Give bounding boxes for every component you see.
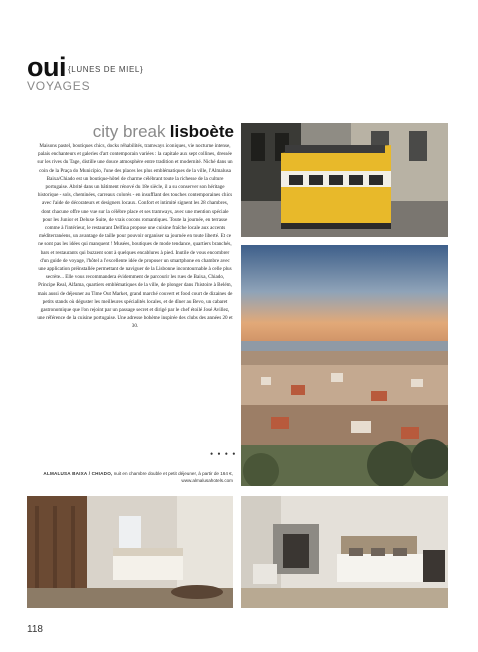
article-body: Maisons pastel, boutiques chics, docks réhabilités, tramways iconiques, vie nocturne intense, palais enchanteurs et galeries d'art contemporain variées : la capitale aux sept collines, dressée sur les rives du Tage, distille une douce atmosphère entre tradition et modernité. Niché dans un coin de la Praça do Município, l'une des places les plus emblématiques de la ville, l'Almalusa Baixa/Chiado est un boutique-hôtel de charme célébrant toute la richesse de la culture portugaise. Abrité dans un bâtiment rénové du 18e siècle, il a su conserver son héritage historique - sols, cheminées, carreaux colorés - en insufflant des touches contemporaines chics avec l'aide de décorateurs et designers locaux. Confort et intimité signent les 28 chambres, dont chacune offre une vue sur la célèbre place et ses tramways, avec une mention spéciale pour les Junior et Deluxe Suite, de vrais cocons romantiques. Toute la journée, en terrasse comme à l'intérieur, le restaurant Delfina propose une cuisine fraîche locale aux accents méditerranéens, un avantage de taille pour pouvoir organiser sa journée en toute liberté. Et ce ne sont pas les idées qui manquent ! Musées, boutiques de mode tendance, quartiers branchés, bars et restaurants qui buzzent sont à quelques encablures à pied. Inutile de vous encombrer d'un guide de voyage, l'hôtel a l'excellente idée de proposer un smartphone en chambre avec une application préinstallée permettant de naviguer de la Lisbonne incontournable à celle plus secrète... Elle vous recommandera évidemment de parcourir les rues de Baixa, Chiado, Principe Real, Alfama, quartiers emblématiques de la ville, de plonger dans l'histoire à Belém, mais aussi de déjeuner au Time Out Market, grand marché couvert et food court de dizaines de petits stands où déguster les meilleures spécialités locales, et de dîner au Bevo, un cabaret gastronomique que l'on rejoint par un passage secret et dirigé par le chef étoilé José Avillez, une référence de la cuisine portugaise. Une adresse bohème inspirée des clubs des années 20 et 30. xyxy=(37,143,233,330)
article-title xyxy=(93,122,234,142)
caption-details: nuit en chambre double et petit déjeuner, à partir de 164 €, www.almalusahotels.com xyxy=(113,471,233,483)
caption-hotel-name: ALMALUSA BAIXA / CHIADO, xyxy=(43,471,113,476)
hotel-caption xyxy=(37,470,233,484)
page-header xyxy=(27,54,143,93)
article-title-bold: lisboète xyxy=(169,122,234,141)
section-label: VOYAGES xyxy=(27,79,91,93)
article-title-light: city break xyxy=(92,122,166,141)
tram-photo xyxy=(241,123,448,237)
hotel-room-photo-2 xyxy=(241,496,448,608)
page-number: 118 xyxy=(27,624,43,635)
end-mark: • • • • xyxy=(210,449,237,459)
hotel-room-photo-1 xyxy=(27,496,233,608)
brand-logo: oui xyxy=(27,52,66,82)
rubric-label: {LUNES DE MIEL} xyxy=(68,65,144,74)
lisbon-panorama-photo xyxy=(241,245,448,486)
